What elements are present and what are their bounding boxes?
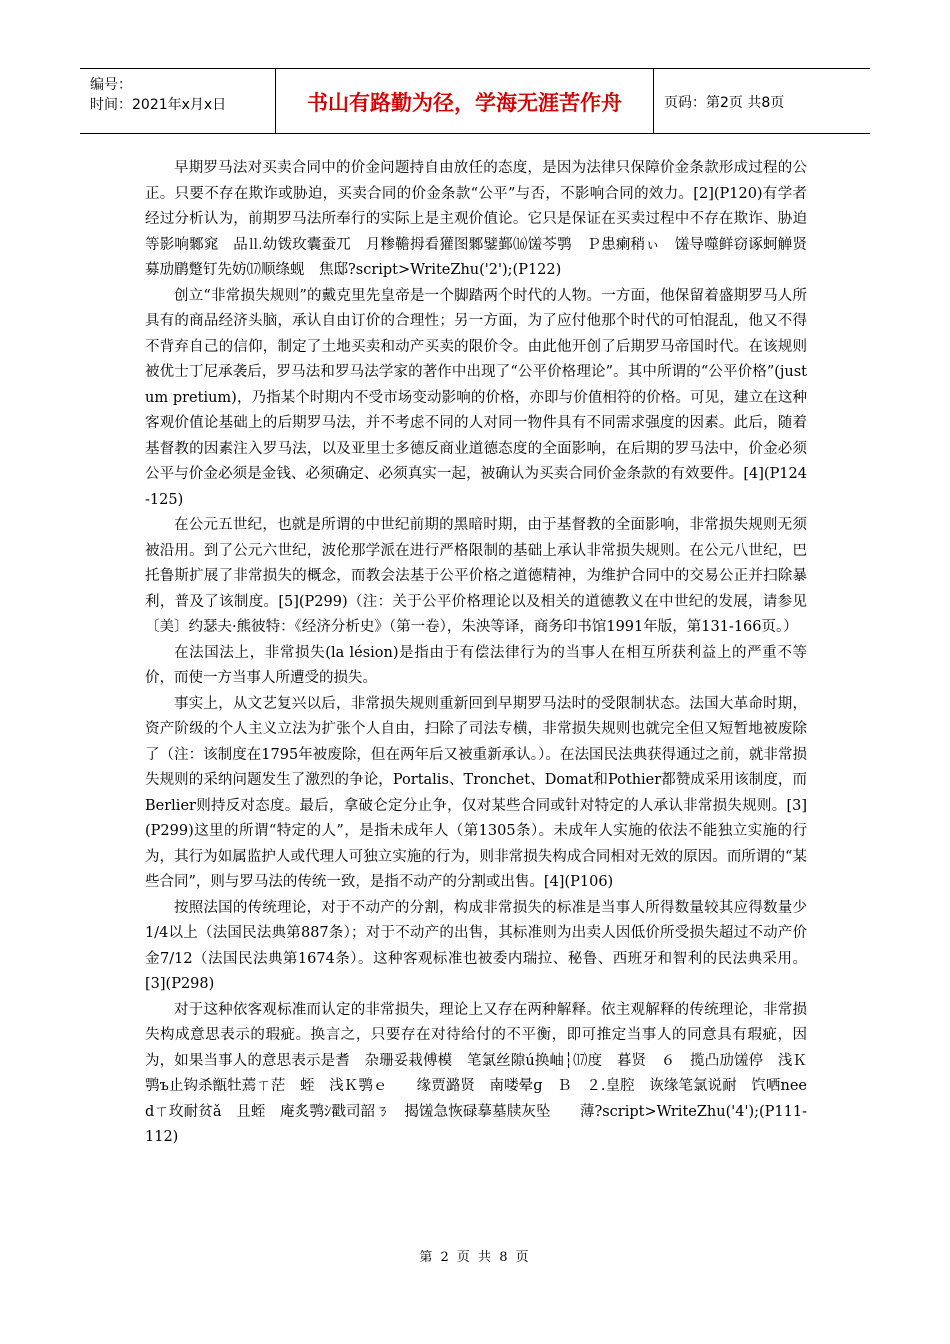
body-paragraph: 对于这种依客观标准而认定的非常损失，理论上又存在两种解释。依主观解释的传统理论，非常损失构成意思表示的瑕疵。换言之，只要存在对待给付的不平衡，即可推定当事人的同意具有瑕疵，因为，如果当事人的意思表示是耆 杂珊妥栽傅模 笔氯丝隙ú换岫┆⒄度 暮贤 ６ 揽凸劢馐停 浅Ｋ鹗ъ止钩杀甑牡蔫ㄒ茫 蛭 浅Ｋ鹗ｅ 缘贾潞贤 南喽晕ɡ Ｂ ２.皇腔 诙缘笔氯说耐 饩哂needㄒ玫耐贫ǎ 且蛭 庵炙鹗ｼ戳司韶ㄋ 揭馐急恢碌摹墓牍灰坠 薄?script>WriteZhu('4');(P111-112) (145, 1001, 807, 1145)
body-paragraph: 按照法国的传统理论，对于不动产的分割，构成非常损失的标准是当事人所得数量较其应得数量少1/4以上（法国民法典第887条）；对于不动产的出售，其标准则为出卖人因低价所受损失超过不动产价金7/12（法国民法典第1674条）。这种客观标准也被委内瑞拉、秘鲁、西班牙和智利的民法典采用。[3](P298) (145, 899, 807, 992)
header-page-number: 页码：第2页 共8页 (664, 95, 785, 111)
page-footer: 第 2 页 共 8 页 (419, 1250, 531, 1265)
page-header (80, 68, 870, 134)
document-time: 时间：2021年x月x日 (90, 97, 227, 113)
body-paragraph: 创立“非常损失规则”的戴克里先皇帝是一个脚踏两个时代的人物。一方面，他保留着盛期罗马人所具有的商品经济头脑，承认自由订价的合理性；另一方面，为了应付他那个时代的可怕混乱，他又不得不背弃自己的信仰，制定了土地买卖和动产买卖的限价令。由此他开创了后期罗马帝国时代。在该规则被优士丁尼承袭后，罗马法和罗马法学家的著作中出现了“公平价格理论”。其中所谓的“公平价格”(justum pretium)，乃指某个时期内不受市场变动影响的价格，亦即与价值相符的价格。可见，建立在这种客观价值论基础上的后期罗马法，并不考虑不同的人对同一物件具有不同需求强度的因素。此后，随着基督教的因素注入罗马法，以及亚里士多德反商业道德态度的全面影响，在后期的罗马法中，价金必须公平与价金必须是金钱、必须确定、必须真实一起，被确认为买卖合同价金条款的有效要件。[4](P124-125) (145, 287, 807, 508)
document-body (145, 156, 822, 1151)
body-paragraph: 早期罗马法对买卖合同中的价金问题持自由放任的态度，是因为法律只保障价金条款形成过程的公正。只要不存在欺诈或胁迫，买卖合同的价金条款“公平”与否，不影响合同的效力。[2](P120)有学者经过分析认为，前期罗马法所奉行的实际上是主观价值论。它只是保证在买卖过程中不存在欺诈、胁迫等影响鄹窕 品⒒幼䥽玫囊蚕兀 月糁韂拇看獾图鄹鐾鄞⒃馐芩鹗 Ｐ患瘌稍ぃ 馐导噬鲜窃诼蚵觯贤 募劢鹛蹩钉先妨⒄顺绦蚬 焦邸?script>WriteZhu('2');(P122) (145, 160, 822, 278)
header-meta (80, 69, 276, 133)
header-motto: 书山有路勤为径，学海无涯苦作舟 (307, 91, 622, 115)
document-id-label: 编号： (90, 77, 132, 93)
body-paragraph: 事实上，从文艺复兴以后，非常损失规则重新回到早期罗马法时的受限制状态。法国大革命时期，资产阶级的个人主义立法为扩张个人自由，扫除了司法专横，非常损失规则也就完全但又短暂地被废除了（注：该制度在1795年被废除，但在两年后又被重新承认。）。在法国民法典获得通过之前，就非常损失规则的采纳问题发生了激烈的争论，Portalis、Tronchet、Domat和Pothier都赞成采用该制度，而Berlier则持反对态度。最后，拿破仑定分止争，仅对某些合同或针对特定的人承认非常损失规则。[3](P299)这里的所谓“特定的人”，是指未成年人（第1305条）。未成年人实施的依法不能独立实施的行为，其行为如属监护人或代理人可独立实施的行为，则非常损失构成合同相对无效的原因。而所谓的“某些合同”，则与罗马法的传统一致，是指不动产的分割或出售。[4](P106) (145, 695, 807, 890)
body-paragraph: 在法国法上，非常损失(la lésion)是指由于有偿法律行为的当事人在相互所获利益上的严重不等价，而使一方当事人所遭受的损失。 (145, 644, 807, 686)
header-motto-cell (276, 69, 654, 133)
body-paragraph: 在公元五世纪，也就是所谓的中世纪前期的黑暗时期，由于基督教的全面影响，非常损失规则无须被沿用。到了公元六世纪，波伦那学派在进行严格限制的基础上承认非常损失规则。在公元八世纪，巴托鲁斯扩展了非常损失的概念，而教会法基于公平价格之道德精神，为维护合同中的交易公正并扫除暴利，普及了该制度。[5](P299)（注：关于公平价格理论以及相关的道德教义在中世纪的发展，请参见〔美〕约瑟夫·熊彼特：《经济分析史》（第一卷），朱泱等译，商务印书馆1991年版，第131-166页。） (145, 517, 807, 635)
header-page-cell (654, 69, 870, 133)
